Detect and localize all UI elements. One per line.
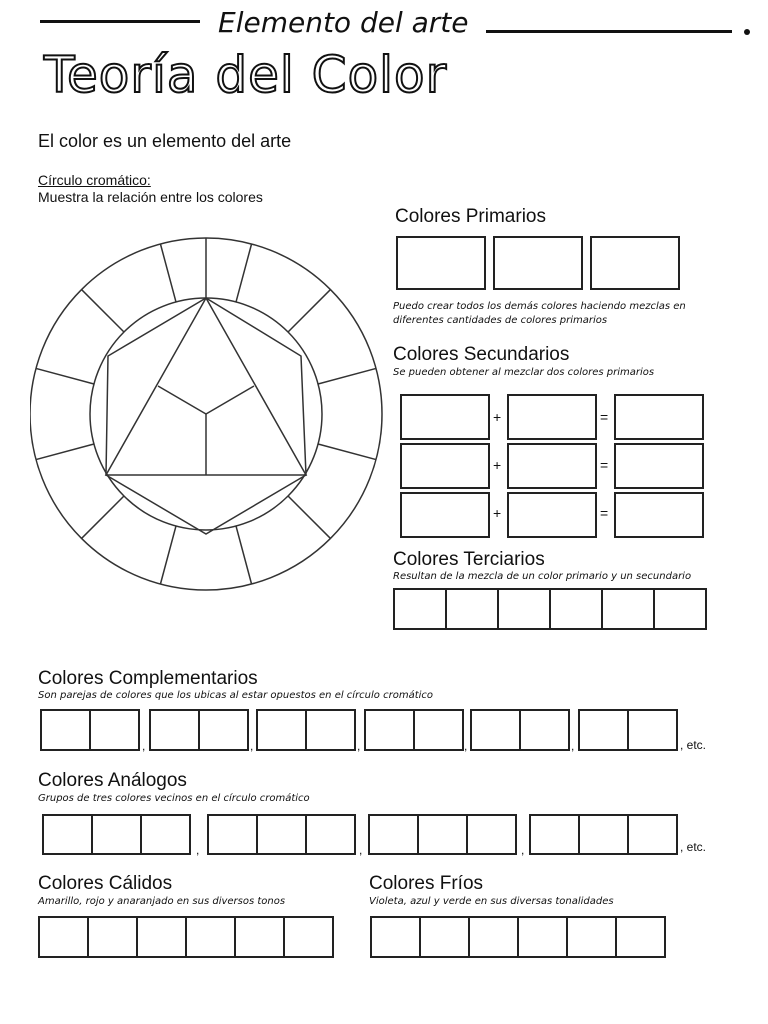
analogo-box[interactable] xyxy=(305,814,356,855)
analogos-heading: Colores Análogos xyxy=(38,770,187,791)
plus-sign: + xyxy=(493,505,502,521)
terciario-box[interactable] xyxy=(653,588,707,630)
separator: , xyxy=(464,739,468,753)
frio-box[interactable] xyxy=(419,916,470,958)
analogo-box[interactable] xyxy=(529,814,580,855)
calidos-boxes xyxy=(38,916,332,958)
complementario-box[interactable] xyxy=(519,709,570,751)
header-rule-right xyxy=(486,30,732,33)
plus-sign: + xyxy=(493,409,502,425)
calido-box[interactable] xyxy=(136,916,187,958)
analogo-box[interactable] xyxy=(140,814,191,855)
calido-box[interactable] xyxy=(87,916,138,958)
terciarios-boxes xyxy=(393,588,705,630)
wheel-divider xyxy=(82,290,124,332)
equals-sign: = xyxy=(600,505,609,521)
complementarios-heading: Colores Complementarios xyxy=(38,668,258,689)
terciarios-note: Resultan de la mezcla de un color primario y un secundario xyxy=(393,571,692,582)
complementario-box[interactable] xyxy=(413,709,464,751)
analogo-box[interactable] xyxy=(466,814,517,855)
secundario-3-result[interactable] xyxy=(614,492,704,538)
separator: , xyxy=(357,739,361,753)
secundario-3-a[interactable] xyxy=(400,492,490,538)
etc-label: , etc. xyxy=(680,738,707,752)
wheel-divider xyxy=(82,496,124,538)
frios-boxes xyxy=(370,916,664,958)
wheel-divider xyxy=(318,368,376,384)
separator: , xyxy=(142,739,146,753)
frio-box[interactable] xyxy=(615,916,666,958)
etc-label: , etc. xyxy=(680,840,707,854)
analogos-note: Grupos de tres colores vecinos en el círculo cromático xyxy=(38,793,310,804)
terciario-box[interactable] xyxy=(549,588,603,630)
primarios-note: Puedo crear todos los demás colores haciendo mezclas en diferentes cantidades de colores primarios xyxy=(393,301,686,326)
equals-sign: = xyxy=(600,457,609,473)
analogo-box[interactable] xyxy=(42,814,93,855)
color-wheel-description: Muestra la relación entre los colores xyxy=(38,189,263,205)
wheel-divider xyxy=(236,244,252,302)
terciarios-heading: Colores Terciarios xyxy=(393,549,545,570)
plus-sign: + xyxy=(493,457,502,473)
hexagon-triangle-figure xyxy=(106,298,306,534)
page-title: Teoría del Color xyxy=(44,46,448,104)
calido-box[interactable] xyxy=(185,916,236,958)
secundario-2-b[interactable] xyxy=(507,443,597,489)
intro-text: El color es un elemento del arte xyxy=(38,131,292,151)
frio-box[interactable] xyxy=(566,916,617,958)
analogo-box[interactable] xyxy=(417,814,468,855)
complementario-box[interactable] xyxy=(627,709,678,751)
secundario-1-result[interactable] xyxy=(614,394,704,440)
separator: , xyxy=(196,843,200,857)
complementario-box[interactable] xyxy=(256,709,307,751)
header-subtitle: Elemento del arte xyxy=(218,6,469,39)
calido-box[interactable] xyxy=(38,916,89,958)
complementarios-note: Son parejas de colores que los ubicas al estar opuestos en el círculo cromático xyxy=(38,690,434,701)
color-wheel-heading: Círculo cromático: xyxy=(38,172,151,188)
complementario-pair-1 xyxy=(40,709,138,751)
complementario-pair-3 xyxy=(256,709,354,751)
analogo-box[interactable] xyxy=(207,814,258,855)
secundario-1-b[interactable] xyxy=(507,394,597,440)
complementario-pair-2 xyxy=(149,709,247,751)
analogo-box[interactable] xyxy=(91,814,142,855)
frios-heading: Colores Fríos xyxy=(369,873,484,894)
primario-box-3[interactable] xyxy=(590,236,680,290)
secundarios-note: Se pueden obtener al mezclar dos colores primarios xyxy=(393,367,655,378)
wheel-divider xyxy=(160,244,176,302)
analogo-group-2 xyxy=(207,814,354,855)
complementario-pair-4 xyxy=(364,709,462,751)
secundario-3-b[interactable] xyxy=(507,492,597,538)
secundarios-heading: Colores Secundarios xyxy=(393,344,570,365)
wheel-divider xyxy=(36,444,94,460)
calidos-heading: Colores Cálidos xyxy=(38,873,173,894)
separator: , xyxy=(359,843,363,857)
separator: , xyxy=(250,739,254,753)
analogo-group-3 xyxy=(368,814,515,855)
color-wheel xyxy=(30,232,386,602)
primario-box-1[interactable] xyxy=(396,236,486,290)
wheel-divider xyxy=(36,368,94,384)
complementario-box[interactable] xyxy=(149,709,200,751)
frios-note: Violeta, azul y verde en sus diversas tonalidades xyxy=(369,896,614,907)
separator: , xyxy=(571,739,575,753)
primarios-heading: Colores Primarios xyxy=(395,206,546,227)
analogo-group-4 xyxy=(529,814,676,855)
complementario-pair-6 xyxy=(578,709,676,751)
analogo-group-1 xyxy=(42,814,189,855)
wheel-divider xyxy=(236,526,252,584)
analogo-box[interactable] xyxy=(368,814,419,855)
complementario-box[interactable] xyxy=(40,709,91,751)
complementario-box[interactable] xyxy=(470,709,521,751)
terciario-box[interactable] xyxy=(601,588,655,630)
terciario-box[interactable] xyxy=(393,588,447,630)
frio-box[interactable] xyxy=(468,916,519,958)
analogo-box[interactable] xyxy=(627,814,678,855)
analogo-box[interactable] xyxy=(578,814,629,855)
calido-box[interactable] xyxy=(283,916,334,958)
complementario-box[interactable] xyxy=(364,709,415,751)
complementario-pair-5 xyxy=(470,709,568,751)
wheel-divider xyxy=(160,526,176,584)
secundario-2-a[interactable] xyxy=(400,443,490,489)
separator: , xyxy=(521,843,525,857)
terciario-box[interactable] xyxy=(497,588,551,630)
complementario-box[interactable] xyxy=(305,709,356,751)
wheel-divider xyxy=(288,496,330,538)
complementario-box[interactable] xyxy=(198,709,249,751)
header-rule-left xyxy=(40,20,200,23)
calido-box[interactable] xyxy=(234,916,285,958)
terciario-box[interactable] xyxy=(445,588,499,630)
primario-box-2[interactable] xyxy=(493,236,583,290)
equals-sign: = xyxy=(600,409,609,425)
analogo-box[interactable] xyxy=(256,814,307,855)
header-dot xyxy=(744,29,750,35)
secundario-2-result[interactable] xyxy=(614,443,704,489)
frio-box[interactable] xyxy=(517,916,568,958)
complementario-box[interactable] xyxy=(578,709,629,751)
wheel-divider xyxy=(318,444,376,460)
calidos-note: Amarillo, rojo y anaranjado en sus diversos tonos xyxy=(38,896,286,907)
secundario-1-a[interactable] xyxy=(400,394,490,440)
wheel-divider xyxy=(288,290,330,332)
frio-box[interactable] xyxy=(370,916,421,958)
complementario-box[interactable] xyxy=(89,709,140,751)
